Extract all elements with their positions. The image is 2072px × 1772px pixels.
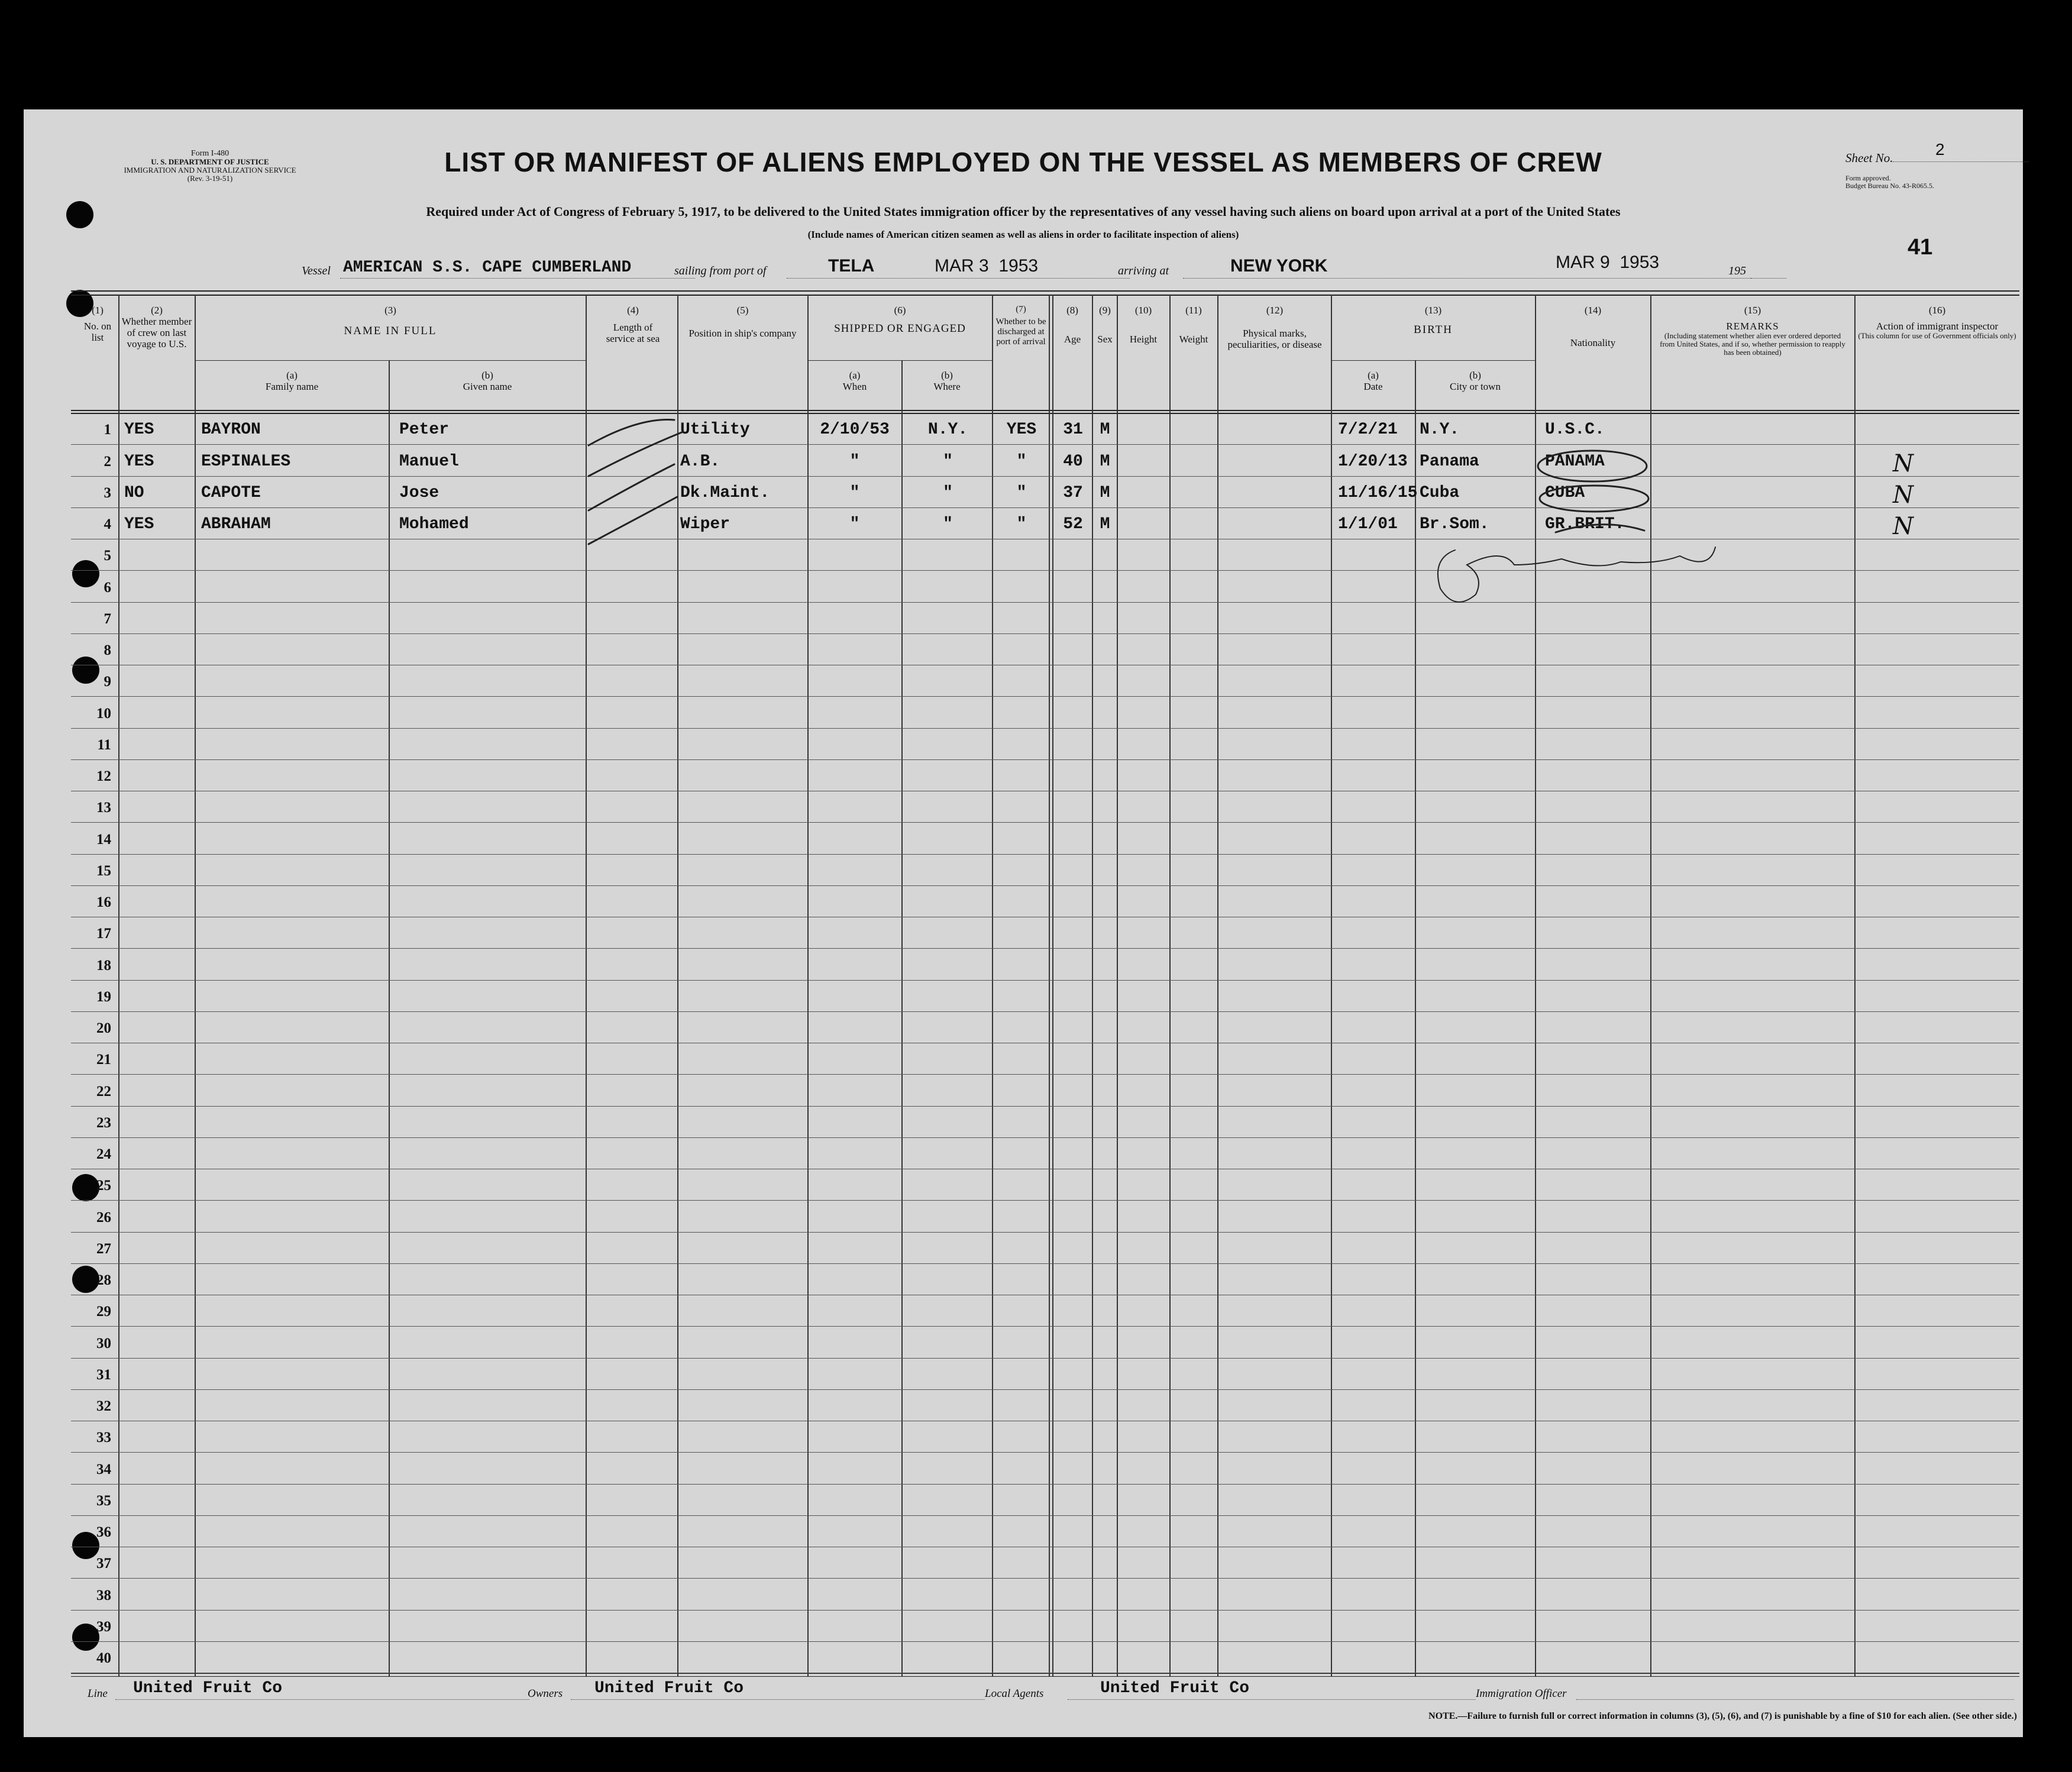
row-number: 27 [96, 1240, 111, 1257]
cell-nationality: U.S.C. [1545, 421, 1605, 439]
cell-when: " [849, 452, 860, 471]
col-number: (7) [1016, 305, 1026, 314]
col-label: REMARKS [1726, 321, 1779, 332]
cell-birth-date: 7/2/21 [1338, 421, 1398, 439]
row-number: 9 [104, 674, 111, 690]
cell-given: Manuel [399, 452, 459, 471]
arriving-label: arriving at [1118, 264, 1169, 277]
vessel-label: Vessel [302, 264, 331, 277]
col-label: Whether member of crew on last voyage to U.S. [121, 316, 192, 350]
cell-last-voyage: YES [124, 452, 154, 471]
col-number: (6) [894, 305, 906, 316]
col-number: (14) [1584, 305, 1602, 316]
col-label: City or town [1450, 381, 1501, 392]
form-approved: Form approved. [1845, 174, 1891, 182]
row-number: 14 [96, 831, 111, 848]
col-label: NAME IN FULL [344, 325, 437, 337]
col-label: Height [1129, 334, 1158, 345]
col-number: (12) [1266, 305, 1284, 316]
cell-discharged: " [1016, 515, 1027, 533]
cell-sex: M [1100, 515, 1110, 533]
row-number: 32 [96, 1398, 111, 1414]
cell-where: " [943, 452, 953, 471]
cell-nationality: GR.BRIT. [1545, 515, 1625, 533]
cell-given: Peter [399, 421, 450, 439]
col-label: Date [1363, 381, 1383, 392]
inspector-action-mark: N [1893, 513, 1913, 540]
cell-nationality: PANAMA [1545, 452, 1605, 471]
row-number: 38 [96, 1587, 111, 1603]
cell-last-voyage: NO [124, 483, 144, 502]
cell-birth-date: 1/1/01 [1338, 515, 1398, 533]
cell-given: Jose [399, 483, 439, 502]
col-note: (This column for use of Government officials only) [1858, 331, 2016, 340]
row-number: 36 [96, 1524, 111, 1540]
row-number: 19 [96, 988, 111, 1005]
cell-birth-date: 1/20/13 [1338, 452, 1408, 471]
col-number: (a) [849, 370, 861, 381]
cell-where: " [943, 483, 953, 502]
officer-label: Immigration Officer [1476, 1687, 1567, 1700]
footer-note: NOTE.—Failure to furnish full or correct information in columns (3), (5), (6), and (7) is punishable by a fine of $10 for each alien. (See other side.) [1428, 1711, 2017, 1721]
form-subtitle: Required under Act of Congress of February 5, 1917, to be delivered to the United States immigration officer by the representatives of any vessel having such aliens on board upon arrival at a port of the United States [426, 204, 1621, 219]
col-number: (a) [286, 370, 298, 381]
inspector-action-mark: N [1893, 481, 1913, 509]
cell-discharged: " [1016, 452, 1027, 471]
cell-family: CAPOTE [201, 483, 261, 502]
row-number: 31 [96, 1366, 111, 1383]
cell-sex: M [1100, 483, 1110, 502]
cell-where: " [943, 515, 953, 533]
row-number: 8 [104, 642, 111, 658]
cell-when: " [849, 515, 860, 533]
row-number: 2 [104, 453, 111, 470]
col-label: Length of service at sea [606, 322, 660, 344]
year-stub: 195 [1728, 264, 1746, 277]
manifest-sheet [24, 109, 2023, 1737]
date-to: MAR 9 1953 [1556, 253, 1660, 272]
cell-position: Utility [680, 421, 750, 439]
col-number: (11) [1185, 305, 1202, 316]
row-number: 18 [96, 957, 111, 974]
cell-discharged: " [1016, 483, 1027, 502]
col-label: No. on list [83, 321, 112, 343]
col-label: Physical marks, peculiarities, or disease [1227, 328, 1322, 350]
sheet-number-label: Sheet No. [1845, 151, 1893, 165]
port-to: NEW YORK [1230, 256, 1328, 276]
row-number: 29 [96, 1304, 111, 1320]
cell-family: ABRAHAM [201, 515, 271, 533]
row-number: 3 [104, 484, 111, 501]
service-slash-mark [589, 464, 674, 510]
signature-scrawl [1438, 547, 1715, 602]
col-number: (b) [481, 370, 493, 381]
row-number: 23 [96, 1114, 111, 1131]
row-number: 40 [96, 1650, 111, 1666]
col-label: Nationality [1570, 337, 1616, 348]
col-number: (15) [1744, 305, 1761, 316]
col-label: Where [933, 381, 961, 392]
page-title: LIST OR MANIFEST OF ALIENS EMPLOYED ON THE VESSEL AS MEMBERS OF CREW [444, 147, 1602, 177]
col-number: (b) [941, 370, 953, 381]
row-number: 30 [96, 1335, 111, 1351]
row-number: 15 [96, 862, 111, 879]
owners-value: United Fruit Co [594, 1679, 744, 1697]
col-label: Position in ship's company [688, 328, 797, 339]
row-number: 28 [96, 1272, 111, 1288]
vessel-name: AMERICAN S.S. CAPE CUMBERLAND [343, 258, 632, 277]
row-number: 20 [96, 1020, 111, 1036]
agents-label: Local Agents [985, 1687, 1044, 1700]
cell-birth-city: Br.Som. [1420, 515, 1489, 533]
cell-nationality: CUBA [1545, 483, 1585, 502]
row-number: 33 [96, 1430, 111, 1446]
row-number: 24 [96, 1146, 111, 1162]
form-revision: (Rev. 3-19-51) [187, 174, 233, 183]
col-label: SHIPPED OR ENGAGED [834, 322, 966, 335]
form-department: U. S. DEPARTMENT OF JUSTICE [151, 157, 269, 166]
col-note: (Including statement whether alien ever ordered deported from United States, and if so, whether permission to reapply has been obtained) [1660, 331, 1845, 357]
col-number: (4) [627, 305, 639, 316]
cell-birth-city: N.Y. [1420, 421, 1460, 439]
cell-when: 2/10/53 [820, 421, 890, 439]
cell-position: Dk.Maint. [680, 483, 770, 502]
form-number: Form I-480 [190, 149, 229, 158]
col-label: When [842, 381, 867, 392]
form-service: IMMIGRATION AND NATURALIZATION SERVICE [124, 166, 296, 174]
form-subtitle-note: (Include names of American citizen seamen as well as aliens in order to facilitate inspection of aliens) [807, 229, 1239, 240]
cell-sex: M [1100, 452, 1110, 471]
row-number: 4 [104, 516, 111, 532]
col-number: (8) [1066, 305, 1078, 316]
agents-value: United Fruit Co [1100, 1679, 1250, 1697]
cell-birth-date: 11/16/15 [1338, 483, 1418, 502]
row-number: 25 [96, 1178, 111, 1194]
row-number: 13 [96, 800, 111, 816]
row-number: 26 [96, 1209, 111, 1225]
row-number: 6 [104, 579, 111, 596]
col-number: (b) [1469, 370, 1481, 381]
row-number: 1 [104, 422, 111, 438]
budget-bureau: Budget Bureau No. 43-R065.5. [1845, 182, 1934, 190]
cell-age: 40 [1063, 452, 1083, 471]
cell-family: ESPINALES [201, 452, 291, 471]
row-number: 5 [104, 548, 111, 564]
row-number: 11 [97, 736, 111, 753]
col-label: Whether to be discharged at port of arrival [995, 317, 1046, 347]
col-number: (1) [92, 305, 104, 316]
sailing-label: sailing from port of [674, 264, 767, 277]
sheet-number: 2 [1935, 140, 1945, 159]
row-number: 37 [96, 1556, 111, 1572]
inspector-action-mark: N [1893, 450, 1913, 477]
col-label: Sex [1097, 334, 1113, 345]
row-number: 35 [96, 1492, 111, 1509]
cell-position: A.B. [680, 452, 720, 471]
col-number: (9) [1099, 305, 1111, 316]
cell-family: BAYRON [201, 421, 261, 439]
col-label: Given name [463, 381, 512, 392]
cell-last-voyage: YES [124, 515, 154, 533]
page-number: 41 [1908, 235, 1933, 260]
col-number: (5) [736, 305, 749, 316]
cell-given: Mohamed [399, 515, 469, 533]
line-label: Line [88, 1687, 108, 1700]
row-number: 34 [96, 1461, 111, 1477]
cell-birth-city: Panama [1420, 452, 1479, 471]
port-from: TELA [828, 256, 875, 276]
row-number: 17 [96, 926, 111, 942]
row-number: 22 [96, 1083, 111, 1100]
cell-position: Wiper [680, 515, 730, 533]
col-label: Weight [1179, 334, 1208, 345]
col-number: (2) [151, 305, 163, 316]
cell-when: " [849, 483, 860, 502]
owners-label: Owners [528, 1687, 563, 1700]
handwritten-marks [24, 109, 2023, 1737]
col-label: Action of immigrant inspector [1876, 321, 1999, 332]
col-label: Age [1064, 334, 1081, 345]
nationality-circle [1540, 483, 1648, 512]
date-from: MAR 3 1953 [935, 256, 1039, 276]
col-number: (3) [384, 305, 396, 316]
nationality-underline [1556, 525, 1644, 532]
cell-age: 31 [1063, 421, 1083, 439]
nationality-circle [1538, 451, 1647, 481]
col-label: BIRTH [1414, 324, 1453, 336]
col-number: (a) [1368, 370, 1379, 381]
col-number: (16) [1928, 305, 1946, 316]
cell-sex: M [1100, 421, 1110, 439]
line-value: United Fruit Co [133, 1679, 283, 1697]
row-number: 16 [96, 894, 111, 910]
row-number: 39 [96, 1618, 111, 1635]
row-number: 10 [96, 705, 111, 722]
row-number: 7 [104, 610, 111, 627]
cell-age: 37 [1063, 483, 1083, 502]
row-number: 21 [96, 1052, 111, 1068]
col-label: Family name [265, 381, 319, 392]
cell-where: N.Y. [927, 421, 968, 439]
row-number: 12 [96, 768, 111, 784]
cell-age: 52 [1063, 515, 1083, 533]
col-number: (13) [1424, 305, 1442, 316]
cell-last-voyage: YES [124, 421, 154, 439]
col-number: (10) [1134, 305, 1152, 316]
cell-birth-city: Cuba [1420, 483, 1460, 502]
cell-discharged: YES [1006, 421, 1037, 439]
